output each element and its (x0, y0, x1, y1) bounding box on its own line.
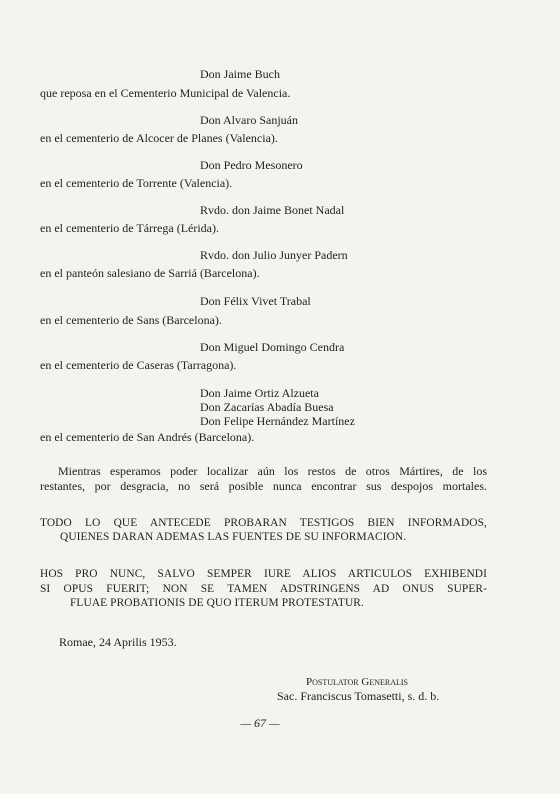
latin-reservation-line: HOS PRO NUNC, SALVO SEMPER IURE ALIOS ARTICULOS EXHIBENDI (40, 568, 487, 580)
testimony-statement-line: QUIENES DARAN ADEMAS LAS FUENTES DE SU INFORMACION. (60, 531, 407, 543)
martyr-name: Don Jaime Buch (200, 67, 280, 81)
date-line: Romae, 24 Aprilis 1953. (59, 635, 177, 649)
testimony-statement-line: TODO LO QUE ANTECEDE PROBARAN TESTIGOS BIEN INFORMADOS, (40, 517, 487, 529)
burial-place: en el cementerio de Tárrega (Lérida). (40, 221, 220, 235)
burial-place: que reposa en el Cementerio Municipal de Valencia. (40, 86, 291, 100)
burial-place: en el cementerio de San Andrés (Barcelona). (40, 430, 255, 444)
martyr-name: Rvdo. don Julio Junyer Padern (200, 248, 348, 262)
burial-place: en el cementerio de Torrente (Valencia). (40, 176, 233, 190)
martyr-name: Don Pedro Mesonero (200, 158, 303, 172)
paragraph-line: restantes, por desgracia, no será posible nunca encontrar sus despojos mortales. (40, 479, 487, 493)
latin-reservation-line: FLUAE PROBATIONIS DE QUO ITERUM PROTESTATUR. (70, 597, 364, 609)
paragraph-line: Mientras esperamos poder localizar aún los restos de otros Mártires, de los (58, 464, 487, 478)
latin-reservation-line: SI OPUS FUERIT; NON SE TAMEN ADSTRINGENS AD ONUS SUPER- (40, 583, 487, 595)
burial-place: en el cementerio de Alcocer de Planes (Valencia). (40, 131, 278, 145)
martyr-name: Don Félix Vivet Trabal (200, 294, 311, 308)
signature-title: Postulator Generalis (306, 676, 408, 688)
martyr-name: Don Miguel Domingo Cendra (200, 340, 345, 354)
burial-place: en el cementerio de Sans (Barcelona). (40, 313, 222, 327)
martyr-name: Don Jaime Ortiz Alzueta (200, 386, 319, 400)
martyr-name: Don Felipe Hernández Martínez (200, 414, 355, 428)
martyr-name: Rvdo. don Jaime Bonet Nadal (200, 203, 345, 217)
page-number: — 67 — (240, 716, 280, 730)
burial-place: en el cementerio de Caseras (Tarragona). (40, 358, 237, 372)
martyr-name: Don Alvaro Sanjuán (200, 113, 298, 127)
martyr-name: Don Zacarías Abadía Buesa (200, 400, 334, 414)
signature-name: Sac. Franciscus Tomasetti, s. d. b. (277, 689, 440, 703)
burial-place: en el panteón salesiano de Sarriá (Barcelona). (40, 266, 260, 280)
